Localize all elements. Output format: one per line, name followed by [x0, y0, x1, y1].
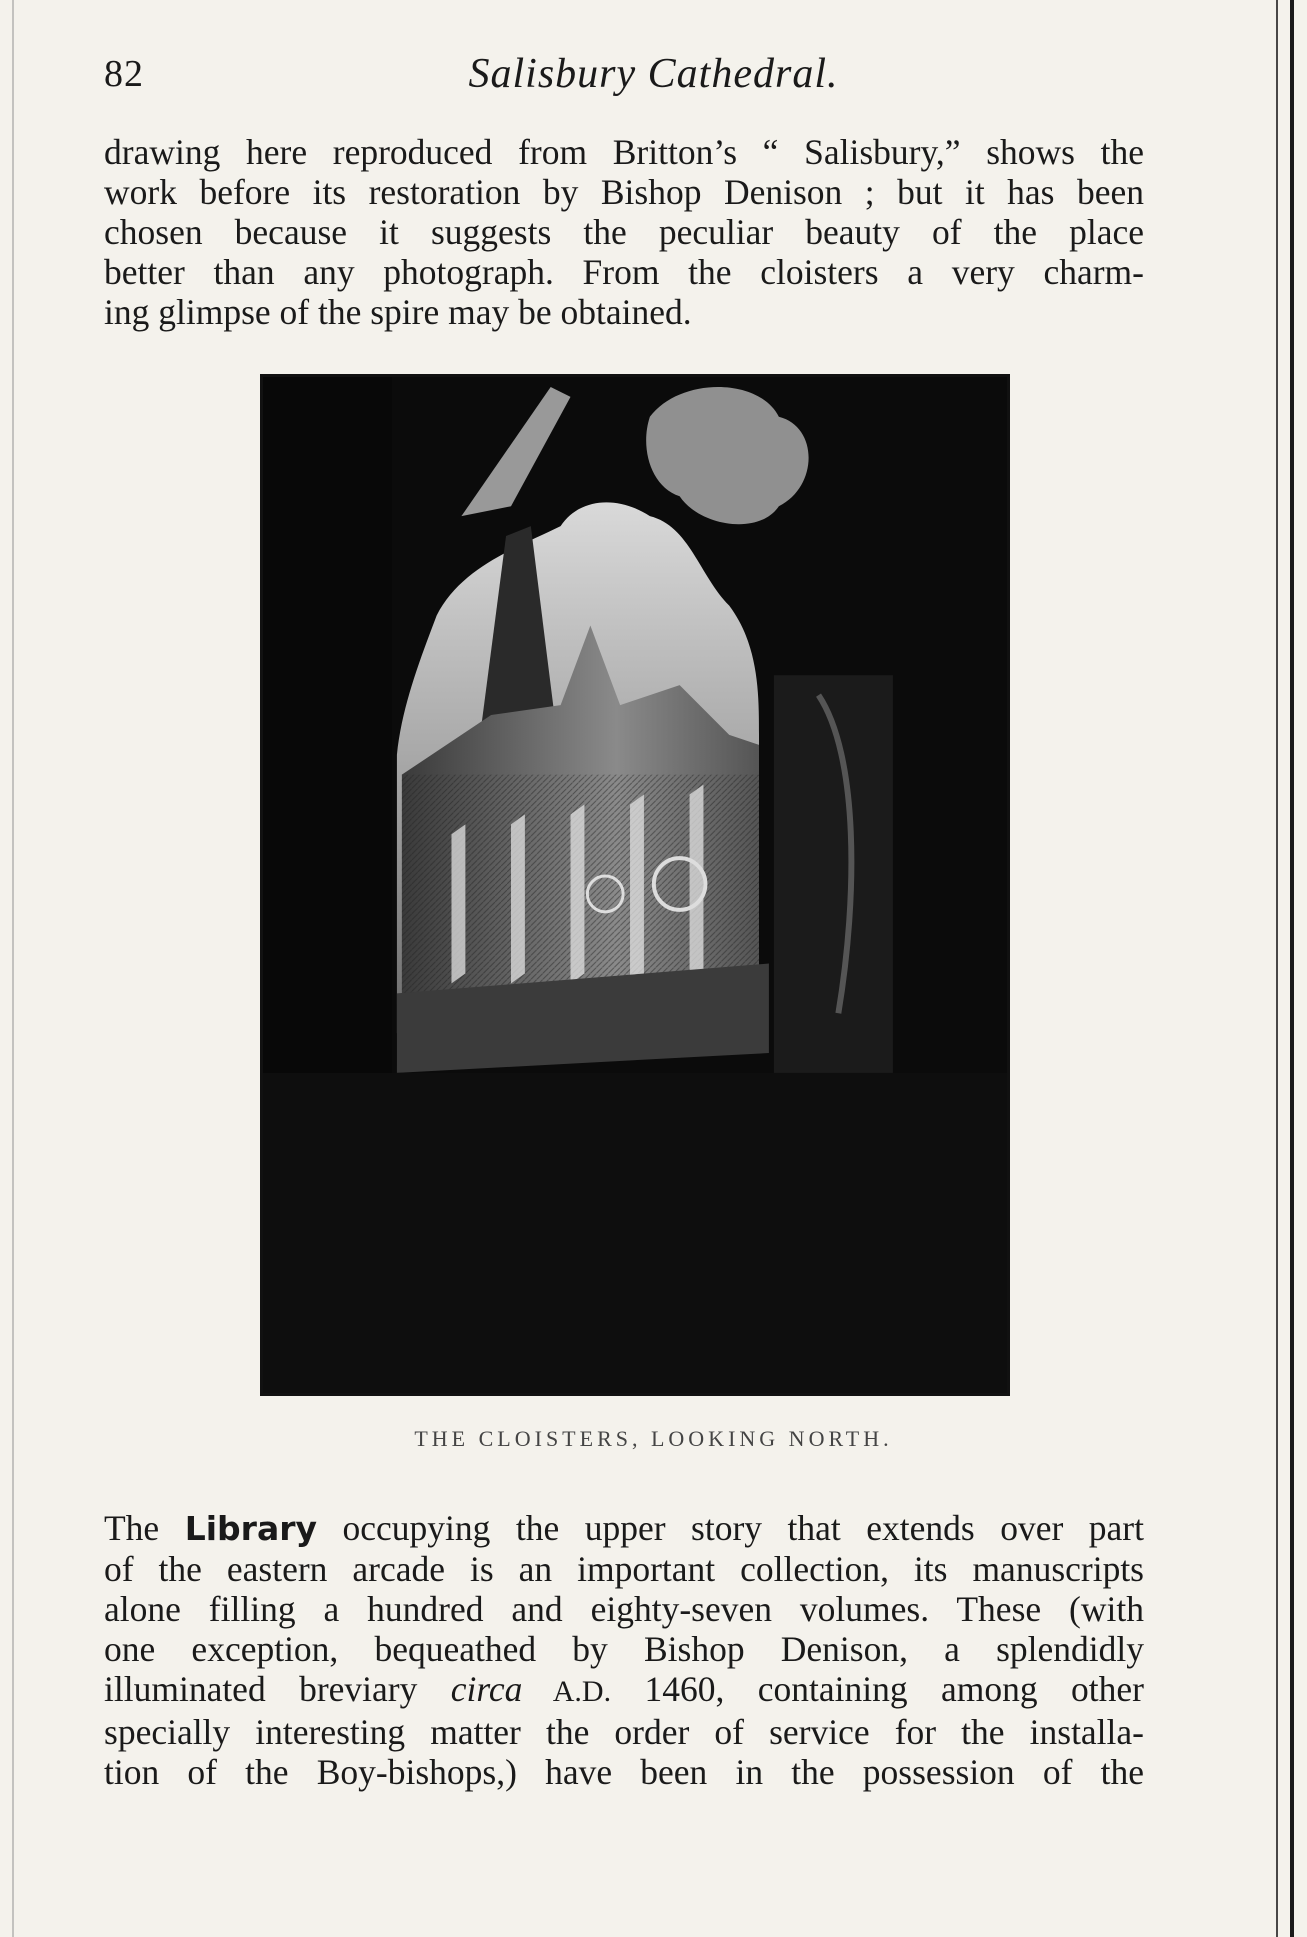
- paragraph-top: [104, 132, 1144, 332]
- text-line: [104, 1508, 1144, 1549]
- paragraph-library: [104, 1508, 1144, 1792]
- scan-right-edge: [1290, 0, 1294, 1937]
- text-line: alone filling a hundred and eighty-seven volumes. These (with: [104, 1589, 1144, 1629]
- scan-right-edge-inner: [1276, 0, 1278, 1937]
- text-line: drawing here reproduced from Britton’s “ Salisbury,” shows the: [104, 132, 1144, 172]
- cloisters-engraving: [263, 377, 1007, 1393]
- scan-left-edge: [12, 0, 14, 1937]
- text-run: illuminated breviary: [104, 1669, 451, 1709]
- library-heading: Library: [184, 1509, 317, 1548]
- italic-term: circa: [450, 1669, 523, 1709]
- text-line: better than any photograph. From the cloisters a very charm-: [104, 252, 1144, 292]
- text-line: [104, 1669, 1144, 1712]
- smallcaps-term: A.D.: [522, 1675, 612, 1708]
- text-line: of the eastern arcade is an important collection, its manuscripts: [104, 1549, 1144, 1589]
- text-line: one exception, bequeathed by Bishop Denison, a splendidly: [104, 1629, 1144, 1669]
- text-line: chosen because it suggests the peculiar beauty of the place: [104, 212, 1144, 252]
- page-number: 82: [104, 53, 144, 95]
- text-line: tion of the Boy-bishops,) have been in the possession of the: [104, 1752, 1144, 1792]
- figure-caption: THE CLOISTERS, LOOKING NORTH.: [414, 1426, 893, 1451]
- running-title: Salisbury Cathedral.: [468, 51, 839, 97]
- text-line: work before its restoration by Bishop Denison ; but it has been: [104, 172, 1144, 212]
- text-line: ing glimpse of the spire may be obtained.: [104, 292, 692, 332]
- text-run: 1460, containing among other: [611, 1669, 1144, 1709]
- cloisters-illustration: [260, 374, 1010, 1396]
- text-run: occupying the upper story that extends over part: [317, 1508, 1144, 1548]
- text-run: The: [104, 1508, 185, 1548]
- text-line: specially interesting matter the order of service for the installa-: [104, 1712, 1144, 1752]
